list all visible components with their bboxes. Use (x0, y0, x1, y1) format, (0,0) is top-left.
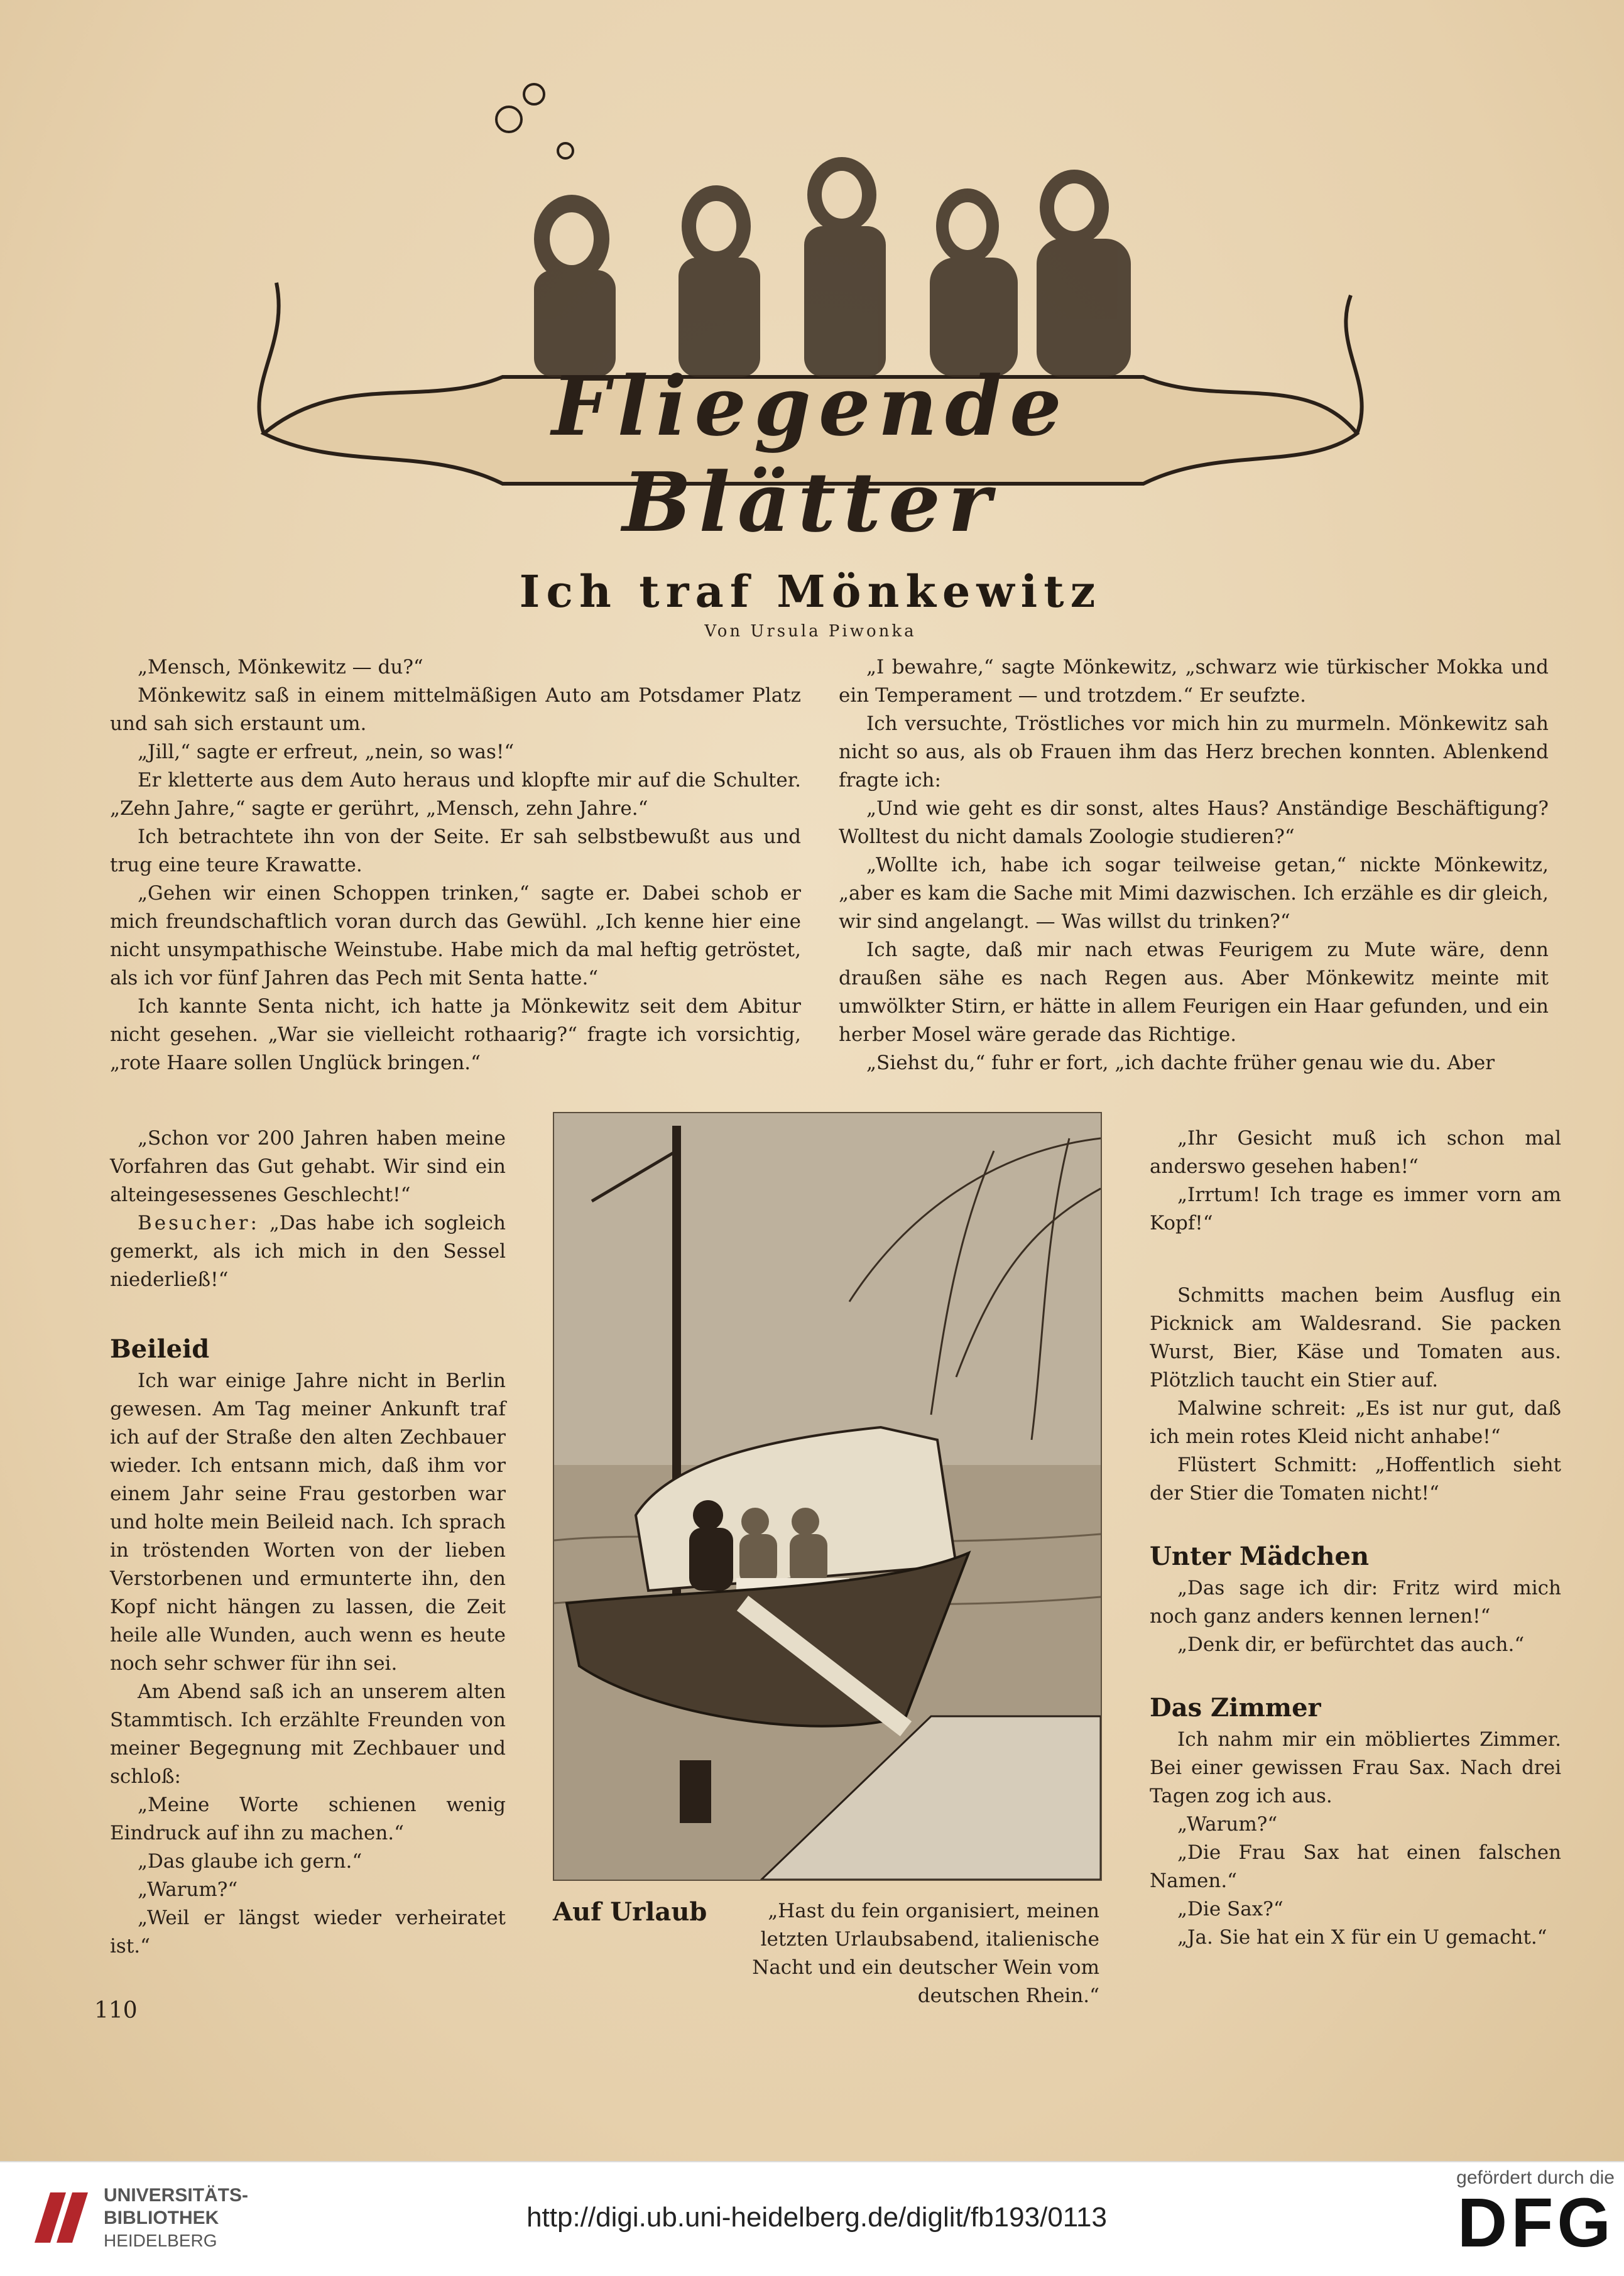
library-emblem-icon (25, 2183, 94, 2252)
funder-logo[interactable] (1395, 2167, 1615, 2271)
beileid-paragraph: „Warum?“ (138, 1878, 238, 1901)
illustration-caption-text: „Hast du fein organisiert, meinen letzten Urlaubsabend, italienische Nacht und ein deutscher Wein vom deutschen Rhein.“ (752, 1900, 1099, 2007)
schmitts-paragraph: Flüstert Schmitt: „Hoffentlich sieht der Stier die Tomaten nicht!“ (1150, 1454, 1561, 1505)
zimmer-paragraph: „Die Sax?“ (1177, 1898, 1283, 1920)
joke-paragraph: „Ihr Gesicht muß ich schon mal anderswo gesehen haben!“ (1150, 1127, 1561, 1178)
article-paragraph: „Und wie geht es dir sonst, altes Haus? Anständige Beschäftigung? Wolltest du nicht damals Zoologie studieren?“ (839, 797, 1549, 848)
article-paragraph: Ich kannte Senta nicht, ich hatte ja Mönkewitz seit dem Abitur nicht gesehen. „War sie vielleicht rothaarig?“ fragte ich vorsichtig, „rote Haare sollen Unglück bringen.“ (110, 995, 801, 1074)
library-logo[interactable] (19, 2170, 308, 2265)
article-paragraph: Mönkewitz saß in einem mittelmäßigen Auto am Potsdamer Platz und sah sich erstaunt um. (110, 684, 801, 735)
article-column-left (110, 653, 801, 1077)
beileid-paragraph: „Weil er längst wieder verheiratet ist.“ (110, 1907, 506, 1957)
beileid-paragraph: „Meine Worte schienen wenig Eindruck auf ihn zu machen.“ (110, 1794, 506, 1844)
article-paragraph: „I bewahre,“ sagte Mönkewitz, „schwarz wie türkischer Mokka und ein Temperament — und trotzdem.“ Er seufzte. (839, 656, 1549, 707)
article-paragraph: „Wollte ich, habe ich sogar teilweise getan,“ nickte Mönkewitz, „aber es kam die Sache mit Mimi dazwischen. Ich erzähle es dir gleich, wir sind angelangt. — Was willst du trinken?“ (839, 854, 1549, 933)
schmitts-paragraph: Schmitts machen beim Ausflug ein Picknick am Waldesrand. Sie packen Wurst, Bier, Käse und Tomaten aus. Plötzlich taucht ein Stier auf. (1150, 1284, 1561, 1391)
article-paragraph: Ich betrachtete ihn von der Seite. Er sah selbstbewußt aus und trug eine teure Krawatte. (110, 825, 801, 876)
beileid-paragraph: Ich war einige Jahre nicht in Berlin gewesen. Am Tag meiner Ankunft traf ich auf der Straße den alten Zechbauer wieder. Ich entsann mich, daß ihm vor einem Jahr seine Frau gestorben war und holte mein Beileid nach. Ich sprach in tröstenden Worten von der lieben Verstorbenen und ermunterte ihn, den Kopf nicht hängen zu lassen, die Zeit heile alle Wunden, auch wenn es heute noch sehr schwer für ihn sei. (110, 1369, 506, 1675)
article-paragraph: Ich sagte, daß mir nach etwas Feurigem zu Mute wäre, denn draußen sähe es nach Regen aus. Aber Mönkewitz meinte mit umwölkter Stirn, er hätte in allem Feurigen ein Haar gefunden, und ein herber Mosel wäre gerade das Richtige. (839, 939, 1549, 1046)
boat-illustration (553, 1112, 1102, 1881)
section-heading-das-zimmer: Das Zimmer (1150, 1693, 1321, 1723)
article-paragraph: Ich versuchte, Tröstliches vor mich hin zu murmeln. Mönkewitz sah nicht so aus, als ob Frauen ihm das Herz brechen konnten. Ablenkend fragte ich: (839, 712, 1549, 792)
section-heading-unter-maedchen: Unter Mädchen (1150, 1542, 1370, 1571)
joke-speaker: Besucher: (138, 1212, 259, 1234)
funder-name: DFG (1457, 2184, 1615, 2262)
source-url-link[interactable]: http://digi.ub.uni-heidelberg.de/diglit/fb193/0113 (526, 2202, 1107, 2233)
jokes-column-left (110, 1124, 506, 1961)
library-name-line2: BIBLIOTHEK (104, 2208, 219, 2228)
page-number: 110 (94, 1998, 138, 2023)
schmitts-paragraph: Malwine schreit: „Es ist nur gut, daß ich mein rotes Kleid nicht anhabe!“ (1150, 1397, 1561, 1448)
article-column-right (839, 653, 1549, 1077)
zimmer-paragraph: „Die Frau Sax hat einen falschen Namen.“ (1150, 1841, 1561, 1892)
article-byline: Von Ursula Piwonka (704, 622, 917, 641)
zimmer-paragraph: Ich nahm mir ein möbliertes Zimmer. Bei einer gewissen Frau Sax. Nach drei Tagen zog ich aus. (1150, 1728, 1561, 1807)
masthead-title: Fliegende Blätter (552, 358, 1069, 550)
joke-paragraph: „Schon vor 200 Jahren haben meine Vorfahren das Gut gehabt. Wir sind ein alteingesessenes Geschlecht!“ (110, 1127, 506, 1206)
funder-note: gefördert durch die (1456, 2167, 1615, 2188)
section-heading-beileid: Beileid (110, 1334, 210, 1364)
article-paragraph: „Jill,“ sagte er erfreut, „nein, so was!“ (138, 741, 515, 763)
beileid-paragraph: Am Abend saß ich an unserem alten Stammtisch. Ich erzählte Freunden von meiner Begegnung mit Zechbauer und schloß: (110, 1680, 506, 1788)
joke-paragraph: „Irrtum! Ich trage es immer vorn am Kopf!“ (1150, 1184, 1561, 1234)
maedchen-paragraph: „Das sage ich dir: Fritz wird mich noch ganz anders kennen lernen!“ (1150, 1577, 1561, 1628)
joke-reply (110, 1209, 506, 1294)
library-name-line3: HEIDELBERG (104, 2231, 217, 2250)
article-paragraph: „Gehen wir einen Schoppen trinken,“ sagte er. Dabei schob er mich freundschaftlich voran durch das Gewühl. „Ich kenne hier eine nicht unsympathische Weinstube. Habe mich da mal heftig getröstet, als ich vor fünf Jahren das Pech mit Senta hatte.“ (110, 882, 801, 989)
library-name-line1: UNIVERSITÄTS- (104, 2185, 249, 2206)
jokes-column-right (1150, 1124, 1561, 1952)
zimmer-paragraph: „Ja. Sie hat ein X für ein U gemacht.“ (1177, 1926, 1547, 1949)
article-title: Ich traf Mönkewitz (519, 565, 1102, 618)
article-paragraph: Er kletterte aus dem Auto heraus und klopfte mir auf die Schulter. „Zehn Jahre,“ sagte er gerührt, „Mensch, zehn Jahre.“ (110, 769, 801, 820)
beileid-paragraph: „Das glaube ich gern.“ (138, 1850, 362, 1873)
zimmer-paragraph: „Warum?“ (1177, 1813, 1278, 1836)
article-paragraph: „Siehst du,“ fuhr er fort, „ich dachte früher genau wie du. Aber (866, 1052, 1495, 1074)
illustration-caption-title: Auf Urlaub (553, 1897, 707, 1927)
maedchen-paragraph: „Denk dir, er befürchtet das auch.“ (1177, 1633, 1525, 1656)
joke-reply-text: „Das habe ich sogleich gemerkt, als ich mich in den Sessel niederließ!“ (110, 1212, 506, 1291)
article-paragraph: „Mensch, Mönkewitz — du?“ (138, 656, 423, 678)
